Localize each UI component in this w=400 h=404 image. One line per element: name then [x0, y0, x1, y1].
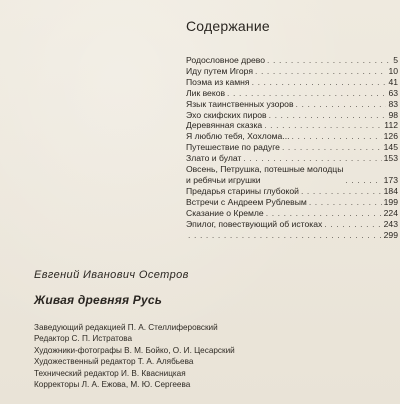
book-title: Живая древняя Русь [34, 293, 163, 307]
toc-entry [186, 153, 398, 164]
toc-entry-title: Язык таинственных узоров [186, 98, 294, 109]
toc-leader-dots [188, 230, 382, 241]
credit-line: Корректоры Л. А. Ежова, М. Ю. Сергеева [34, 380, 191, 390]
toc-entry-title: Иду путем Игоря [186, 65, 253, 76]
toc-entry-page: 199 [383, 196, 398, 207]
toc-title: Содержание [186, 18, 270, 34]
toc-entry-title: Эпилог, повествующий об истоках [186, 218, 323, 229]
toc-leader-dots [269, 110, 387, 121]
toc-entry [186, 164, 398, 186]
toc-entry [186, 186, 398, 197]
toc-entry-title: Сказание о Кремле [186, 207, 264, 218]
toc-entry [186, 99, 398, 110]
toc-entry [186, 88, 398, 99]
toc-leader-dots [264, 120, 382, 131]
toc-entry-page: 112 [384, 120, 398, 131]
toc-leader-dots [227, 88, 386, 99]
toc-leader-dots [309, 197, 382, 208]
toc-entry-title: Злато и булат [186, 153, 242, 164]
toc-entry [186, 131, 398, 142]
toc-entry-page: 10 [388, 65, 398, 76]
toc-entry-title: Овсень, Петрушка, потешные молодцы и ребячьи игрушки [186, 164, 344, 185]
toc-entry-title: Лик веков [186, 87, 226, 98]
toc-entry-page: 173 [383, 174, 398, 185]
toc-entry [186, 120, 398, 131]
toc-entry-page: 63 [388, 87, 398, 98]
toc-entry-title: Предарья старины глубокой [186, 185, 299, 196]
toc-leader-dots [345, 175, 381, 186]
credit-line: Художники-фотографы В. М. Бойко, О. И. Цесарский [34, 345, 235, 355]
toc-entry-title: Поэма из камня [186, 76, 250, 87]
toc-entry-title: Эхо скифских пиров [186, 109, 267, 120]
toc-entry [186, 55, 398, 66]
toc-leader-dots [296, 99, 387, 110]
toc-entry [186, 208, 398, 219]
toc-entry-page: 41 [388, 76, 398, 87]
credit-line: Технический редактор И. В. Квасницкая [34, 368, 186, 378]
toc-leader-dots [267, 55, 391, 66]
toc-entry-page: 184 [383, 185, 398, 196]
toc-entry-title: Родословное древо [186, 55, 266, 65]
author-name: Евгений Иванович Осетров [34, 269, 189, 281]
toc-leader-dots [282, 142, 382, 153]
toc-entry-page: 299 [383, 229, 398, 240]
toc-entry [186, 142, 398, 153]
toc-entry [186, 230, 398, 241]
toc-entry-page: 126 [383, 131, 398, 142]
credit-line: Художественный редактор Т. А. Алябьева [34, 357, 194, 367]
toc-entry [186, 197, 398, 208]
toc-entry-page: 224 [383, 207, 398, 218]
toc-leader-dots [301, 186, 382, 197]
toc-leader-dots [324, 219, 381, 230]
toc-entry-page: 243 [383, 218, 398, 229]
toc-entry-title: Я люблю тебя, Хохлома... [186, 131, 290, 142]
credit-line: Редактор С. П. Истратова [34, 334, 133, 344]
toc-entry-page: 83 [388, 98, 398, 109]
toc-entry-page: 5 [393, 55, 398, 65]
toc-entry-title: Встречи с Андреем Рублевым [186, 196, 307, 207]
toc-leader-dots [252, 77, 387, 88]
toc-entry-title: Деревянная сказка [186, 120, 263, 131]
toc-entry [186, 110, 398, 121]
toc-entry-title: Путешествие по радуге [186, 142, 280, 153]
toc-entry [186, 219, 398, 230]
toc-entry [186, 77, 398, 88]
toc-leader-dots [291, 131, 381, 142]
toc-leader-dots [243, 153, 381, 164]
publication-credits [34, 322, 235, 390]
toc-entry-page: 98 [388, 109, 398, 120]
toc-leader-dots [266, 208, 382, 219]
toc-leader-dots [255, 66, 386, 77]
toc-entry-page: 153 [383, 153, 398, 164]
toc-entry [186, 66, 398, 77]
table-of-contents [186, 55, 398, 240]
toc-entry-page: 145 [383, 142, 398, 153]
credit-line: Заведующий редакцией П. А. Стеллиферовский [34, 323, 218, 332]
